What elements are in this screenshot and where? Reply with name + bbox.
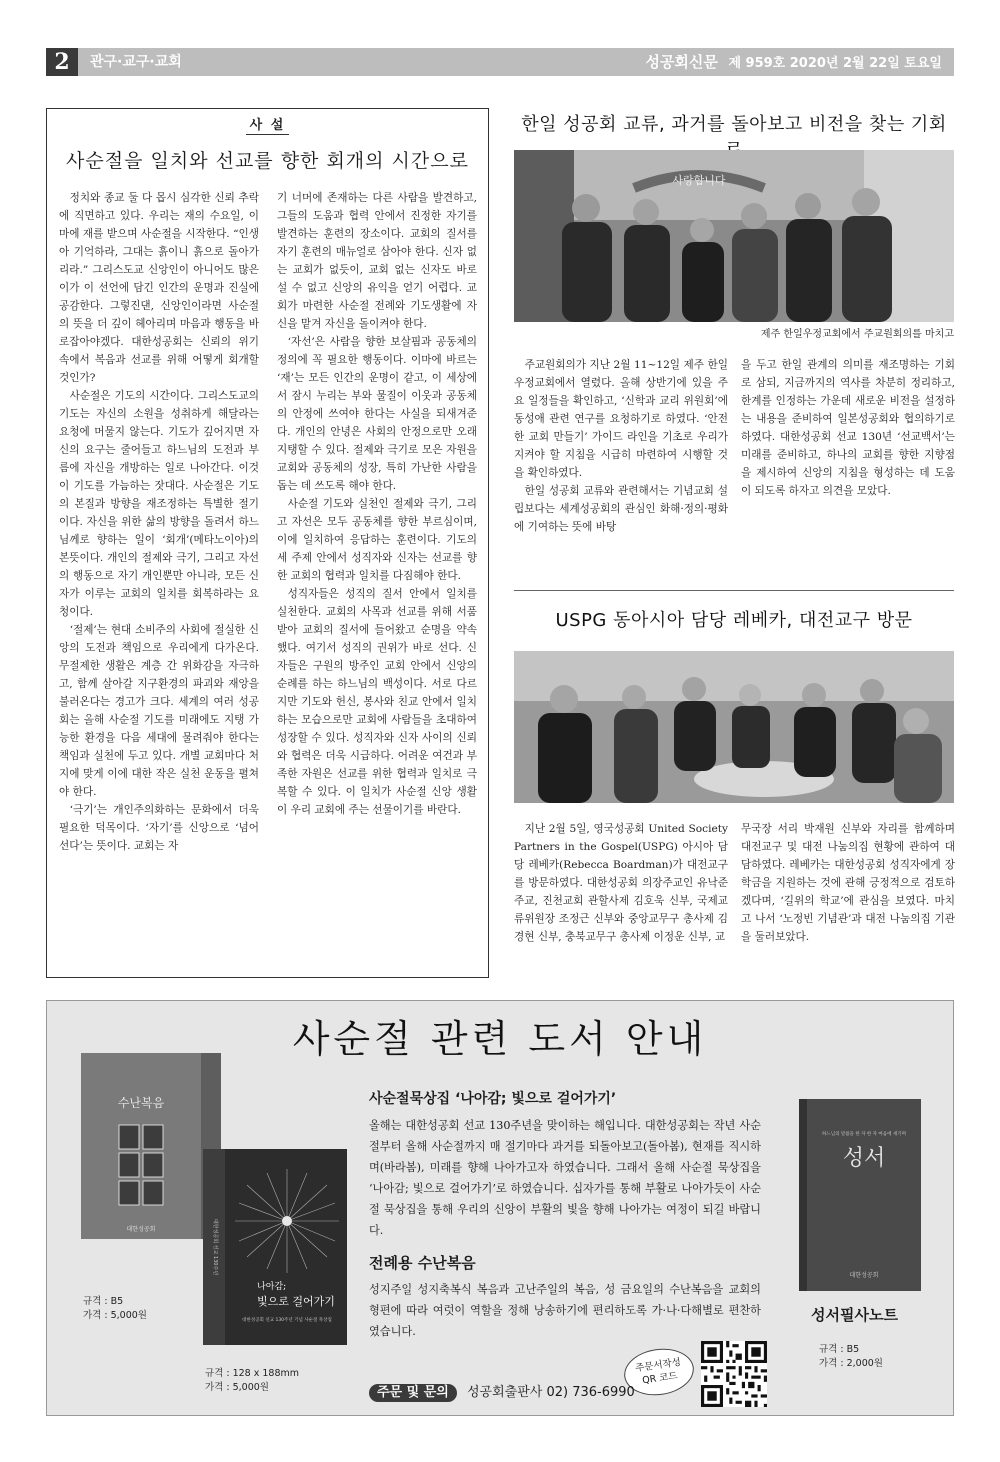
article-column-2 <box>741 356 955 500</box>
paragraph: 사순절은 기도의 시간이다. 그리스도교의 기도는 자신의 소원을 성취하게 해달라는 요청에 머물지 않는다. 기도가 깊어지면 자신의 요구는 줄어들고 하느님의 도전과 부름에 자신을 개방하는 일로 나아간다. 이것이 기도를 가늠하는 잣대다. 사순절은 기도의 본질과 방향을 재조정하는 특별한 절기이다. 자신을 위한 삶의 방향을 돌려서 하느님께로 향하는 일이 ‘회개’(메타노이아)의 본뜻이다. 개인의 절제와 극기, 그리고 자선의 행동으로 자기 개인뿐만 아니라, 모든 신자가 이루는 교회의 일치를 회복하라는 요청이다. <box>59 390 259 618</box>
article-divider <box>514 590 954 591</box>
paragraph: 지난 2월 5일, 영국성공회 United Society Partners in the Gospel(USPG) 아시아 담당 레베카(Rebecca Boardman)가 대전교구를 방문하였다. 대한성공회 의장주교인 유낙준 주교, 진천교회 관할사제 김호욱 신부, 국제교류위원장 조정근 신부와 중앙교무구 총사제 김경현 신부, 충북교무구 총사제 이정운 신부, 교 <box>514 823 728 943</box>
editorial-column-2 <box>277 189 477 819</box>
passion-gospel-heading: 전례용 수난복음 <box>369 1254 476 1272</box>
order-contact <box>369 1384 635 1402</box>
book-cover-title-1: 나아감; <box>257 1282 287 1292</box>
spec-size: 규격 : B5 <box>83 1296 124 1307</box>
bible-copy-note-book-cover <box>799 1099 921 1291</box>
book-cover-title-2: 빛으로 걸어가기 <box>257 1295 335 1308</box>
book-cover-topline: 하느님의 말씀을 한 자 한 자 마음에 새기며 <box>822 1132 906 1137</box>
order-qr-code[interactable] <box>701 1341 767 1407</box>
passion-gospel-description: 성지주일 성지축복식 복음과 고난주일의 복음, 성 금요일의 수난복음을 교회의 형편에 따라 여럿이 역할을 정해 낭송하기에 편리하도록 가·나·다해별로 편찬하였습니다. <box>369 1283 761 1338</box>
paragraph: ‘극기’는 개인주의화하는 문화에서 더욱 필요한 덕목이다. ‘자기’를 신앙으로 ‘넘어선다’는 뜻이다. 교회는 자 <box>59 804 259 852</box>
order-label: 주문 및 문의 <box>369 1384 457 1402</box>
editorial-body <box>59 189 476 969</box>
spec-size: 규격 : B5 <box>819 1344 860 1355</box>
order-phone[interactable]: 성공회출판사 02) 736-6990 <box>466 1385 635 1400</box>
book-spine-text: 대한성공회 선교 130주년 <box>212 1218 218 1276</box>
book-cover-title: 성서 <box>842 1146 886 1171</box>
article-column-2 <box>741 820 955 946</box>
book-cover-title: 수난복음 <box>117 1096 165 1110</box>
group-photo <box>514 150 954 322</box>
book-cover-publisher: 대한성공회 <box>849 1272 879 1279</box>
lent-meditation-book-cover <box>203 1149 347 1345</box>
passion-gospel-book-cover <box>81 1053 221 1239</box>
photo-caption: 제주 한일우정교회에서 주교원회의를 마치고 <box>760 329 954 340</box>
spec-price: 가격 : 5,000원 <box>83 1310 147 1321</box>
issue-date: 제 959호 2020년 2월 22일 토요일 <box>728 56 942 71</box>
paragraph: 한일 성공회 교류와 관련해서는 기념교회 설립보다는 세계성공회의 관심인 화해·정의·평화에 기여하는 뜻에 바탕 <box>514 485 728 533</box>
ad-title: 사순절 관련 도서 안내 <box>292 1017 708 1061</box>
book-cover-publisher: 대한성공회 <box>126 1226 156 1233</box>
paragraph: 정치와 종교 둘 다 몹시 심각한 신뢰 추락에 직면하고 있다. 우리는 재의 수요일, 이마에 재를 받으며 사순절을 시작한다. “인생아 기억하라, 그대는 흙이니 흙으로 돌아가리라.” 그리스도교 신앙인이 아니어도 많은 이가 이 선언에 담긴 인간의 운명과 진실에 공감한다. 그렇진댄, 신앙인이라면 사순절의 뜻을 더 깊이 헤아리며 마음과 행동을 바로잡아야겠다. 대한성공회는 신뢰의 위기 속에서 복음과 선교를 위해 어떻게 회개할 것인가? <box>59 192 259 384</box>
qr-badge-line-2: QR 코드 <box>641 1370 679 1387</box>
lent-meditation-description: 올해는 대한성공회 선교 130주년을 맞이하는 해입니다. 대한성공회는 작년 사순절부터 올해 사순절까지 매 절기마다 과거를 되돌아보고(돌아봄), 현재를 직시하며(바라봄), 미래를 향해 나아가고자 하였습니다. 그래서 올해 사순절 묵상집을 ‘나아감; 빛으로 걸어가기’로 하였습니다. 십자가를 통해 부활로 나아가듯이 사순절 묵상집을 통해 우리의 신앙이 부활의 빛을 향해 나아가는 여정이 되길 바랍니다. <box>369 1119 761 1237</box>
section-label: 관구·교구·교회 <box>90 54 182 70</box>
paragraph: 사순절 기도와 실천인 절제와 극기, 그리고 자선은 모두 공동체를 향한 부르심이며, 이에 일치하여 응답하는 훈련이다. 기도의 세 주제 안에서 성직자와 신자는 선교를 향한 교회의 협력과 일치를 다짐해야 한다. <box>277 498 477 582</box>
meeting-photo-image <box>514 651 954 803</box>
page-number: 2 <box>46 48 78 76</box>
bible-copy-note-spec <box>819 1343 883 1371</box>
photo-banner-text: 사랑합니다 <box>672 174 726 187</box>
lent-meditation-heading: 사순절묵상집 ‘나아감; 빛으로 걸어가기’ <box>369 1091 617 1107</box>
book-advertisement <box>46 1000 954 1416</box>
paper-name: 성공회신문 <box>645 53 718 71</box>
article-title: 한일 성공회 교류, 과거를 돌아보고 비전을 찾는 기회 <box>521 114 947 135</box>
editorial-kicker: 사 설 <box>47 117 488 135</box>
editorial-title: 사순절을 일치와 선교를 향한 회개의 시간으로 <box>66 150 469 172</box>
lent-meditation-spec <box>205 1367 299 1395</box>
paragraph: 을 두고 한일 관계의 의미를 재조명하는 기회로 삼되, 지금까지의 역사를 차분히 정리하고, 한계를 인정하는 가운데 새로운 비전을 설정하는 내용을 준비하여 일본성공회와 협의하기로 하였다. 대한성공회 선교 130년 ‘선교백서’는 미래를 준비하고, 하나의 교회를 향한 지향점을 제시하여 신앙의 지침을 형성하는 데 도움이 되도록 하자고 의견을 모았다. <box>741 359 955 497</box>
qr-badge-line-1: 주문서작성 <box>634 1356 682 1375</box>
spec-price: 가격 : 2,000원 <box>819 1358 883 1369</box>
paragraph: ‘절제’는 현대 소비주의 사회에 절실한 신앙의 도전과 책임으로 우리에게 다가온다. 무절제한 생활은 계층 간 위화감을 자극하고, 함께 살아갈 지구환경의 파괴와 재앙을 불러온다는 경고가 크다. 세계의 여러 성공회는 올해 사순절 기도를 미래에도 지탱 가능한 환경을 다음 세대에 물려줘야 한다는 책임과 실천에 두고 있다. 개별 교회마다 처지에 맞게 이에 대한 작은 실천 운동을 펼쳐야 한다. <box>59 624 259 798</box>
spec-price: 가격 : 5,000원 <box>205 1382 269 1393</box>
editorial-box <box>46 108 489 978</box>
meeting-photo <box>514 651 954 803</box>
paragraph: ‘자선’은 사람을 향한 보살핌과 공동체의 정의에 꼭 필요한 행동이다. 이마에 바르는 ‘재’는 모든 인간의 운명이 같고, 이 세상에서 잠시 누리는 부와 물질이 이웃과 공동체의 안정에 쓰여야 한다는 사실을 되새겨준다. 개인의 안녕은 사회의 안정으로만 오래 지탱할 수 있다. 절제와 극기로 모은 자원을 교회와 공동체의 성장, 특히 가난한 사람을 돕는 데 쓰도록 해야 한다. <box>277 336 477 492</box>
paragraph: 주교원회의가 지난 2월 11~12일 제주 한일우정교회에서 열렸다. 올해 상반기에 있을 주요 일정들을 확인하고, ‘신학과 교리 위원회’에 동성애 관련 연구를 요청하기로 하였다. ‘안전한 교회 만들기’ 가이드 라인을 기초로 우리가 지켜야 할 지침을 시급히 마련하여 시행할 것을 확인하였다. <box>514 359 728 479</box>
masthead-info <box>645 48 942 78</box>
article-column-1 <box>514 820 728 946</box>
article-title: USPG 동아시아 담당 레베카, 대전교구 방문 <box>555 610 913 631</box>
paragraph: 성직자들은 성직의 질서 안에서 일치를 실천한다. 교회의 사목과 선교를 위해 서품받아 교회의 질서에 들어왔고 순명을 약속했다. 여기서 성직의 권위가 바로 선다. 신자들은 구원의 방주인 교회 안에서 신앙의 순례를 하는 하느님의 백성이다. 서로 다르지만 기도와 헌신, 봉사와 친교 안에서 일치하는 모습으로만 교회에 사람들을 초대하여 성장할 수 있다. 성직자와 신자 사이의 신뢰와 협력은 더욱 시급하다. 어려운 여건과 부족한 자원은 선교를 위한 협력과 일치로 극복할 수 있다. 이 일치가 사순절 신앙 생활이 우리 교회에 주는 선물이기를 바란다. <box>277 588 477 816</box>
paragraph: 기 너머에 존재하는 다른 사람을 발견하고, 그들의 도움과 협력 안에서 진정한 자기를 발견하는 훈련의 장소이다. 교회의 질서를 자기 훈련의 매뉴얼로 삼아야 한다. 신자 없는 교회가 없듯이, 교회 없는 신자도 바로 설 수 없고 신앙의 유익을 얻기 어렵다. 교회가 마련한 사순절 전례와 기도생활에 자신을 맡겨 자신을 돌이켜야 한다. <box>277 192 477 330</box>
paragraph: 무국장 서리 박재원 신부와 자리를 함께하며 대전교구 및 대전 나눔의집 현황에 관하여 대담하였다. 레베카는 대한성공회 성직자에게 장학금을 지원하는 것에 관해 긍정적으로 검토하겠다며, ‘길위의 학교’에 관심을 보였다. 마치고 나서 ‘노정빈 기념관’과 대전 나눔의집 기관을 둘러보았다. <box>741 823 955 943</box>
book-cover-subtitle: 대한성공회 선교 130주년 기념 사순절 묵상집 <box>242 1318 332 1323</box>
editorial-column-1 <box>59 189 259 855</box>
spec-size: 규격 : 128 x 188mm <box>205 1368 300 1379</box>
article-column-1 <box>514 356 728 536</box>
bible-copy-note-label: 성서필사노트 <box>811 1306 898 1324</box>
page-header <box>46 48 954 76</box>
group-photo-image <box>514 150 954 322</box>
passion-gospel-spec <box>83 1295 147 1323</box>
